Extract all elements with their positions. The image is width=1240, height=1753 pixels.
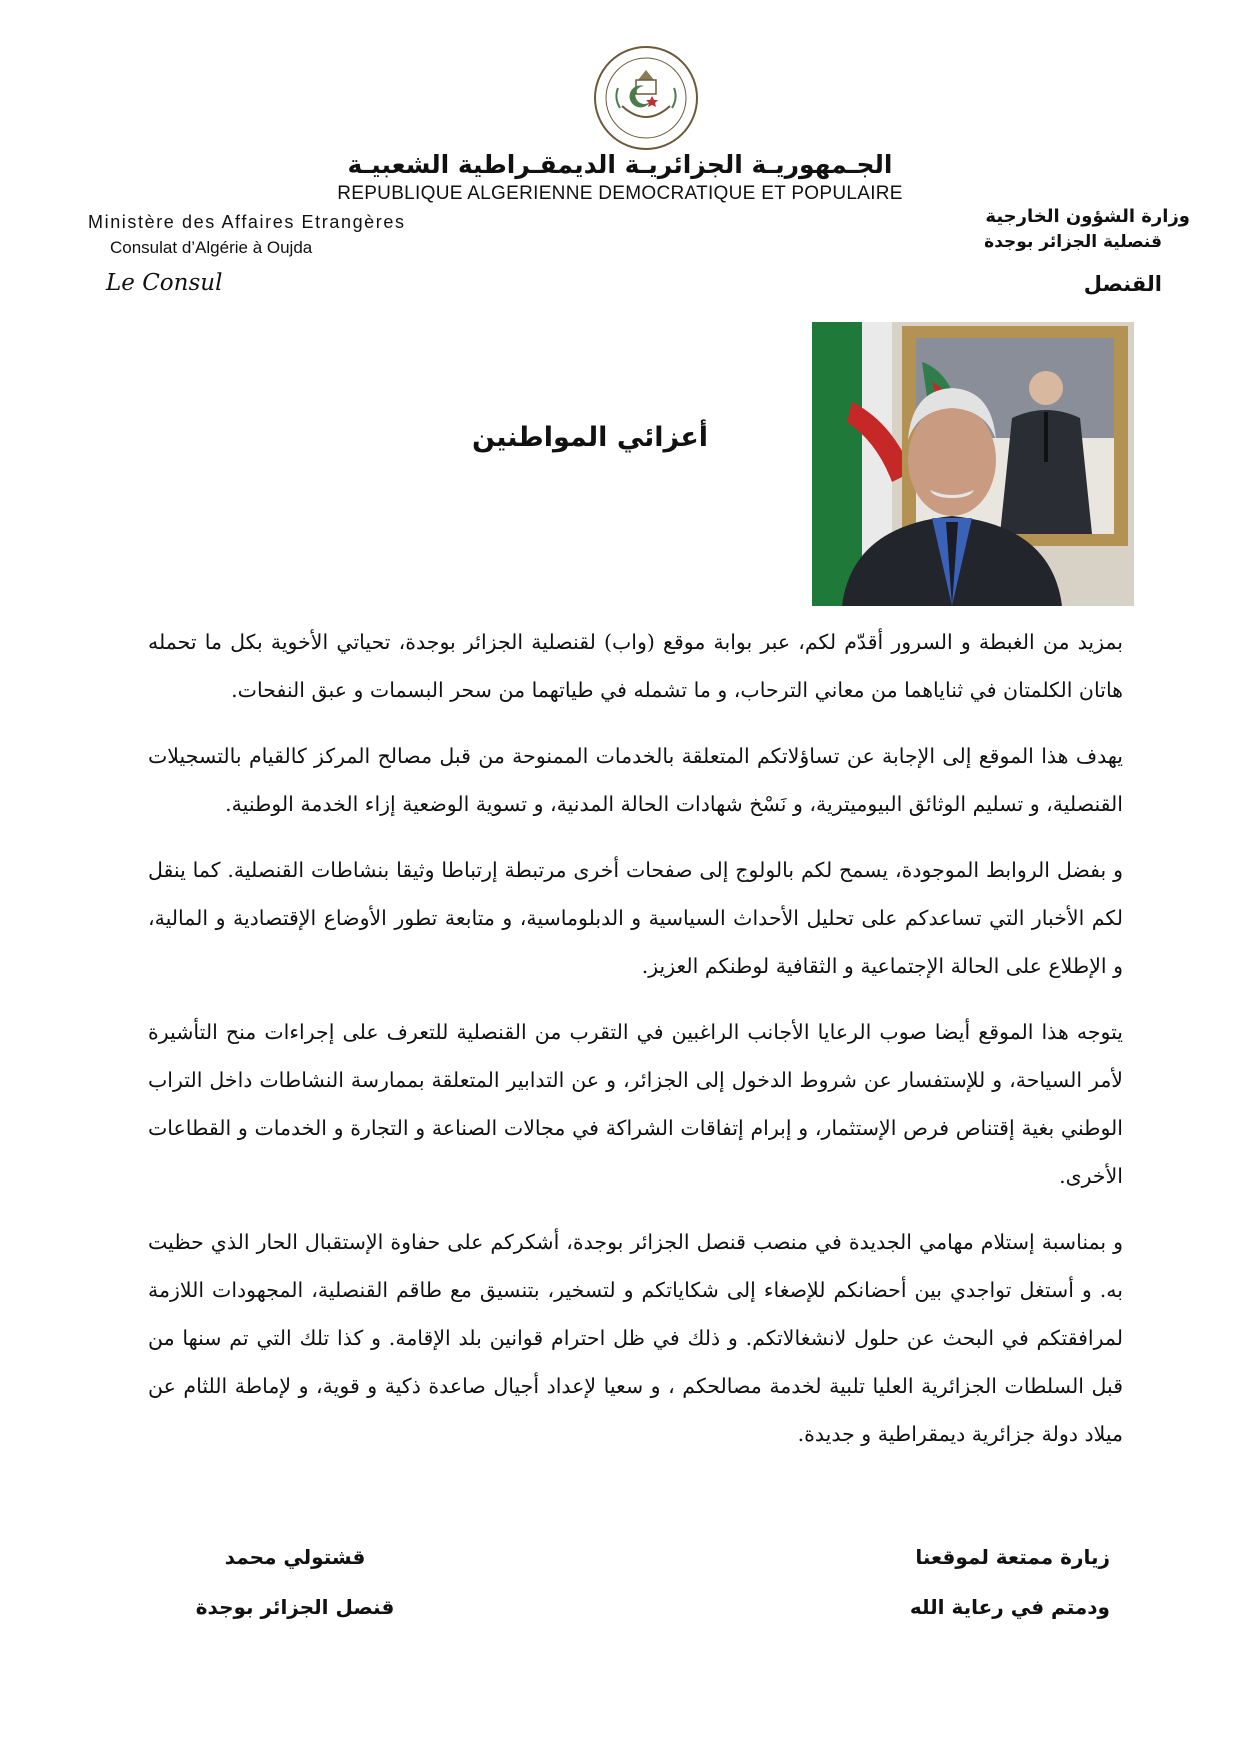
algeria-emblem-seal [592, 44, 700, 152]
consulate-french: Consulat d’Algérie à Oujda [110, 238, 313, 257]
letter-body [148, 618, 1123, 1476]
consul-title-french: Le Consul [106, 270, 223, 296]
closing-line: ودمتم في رعاية الله [909, 1595, 1110, 1619]
paragraph: يهدف هذا الموقع إلى الإجابة عن تساؤلاتكم المتعلقة بالخدمات الممنوحة من قبل مصالح المركز كالقيام بالتسجيلات القنصلية، و تسليم الوثائق البيوميترية، و نَسْخ شهادات الحالة المدنية، و تسوية الوضعية إزاء الخدمة الوطنية. [148, 744, 1123, 816]
paragraph: و بمناسبة إستلام مهامي الجديدة في منصب قنصل الجزائر بوجدة، أشكركم على حفاوة الإستقبال الحار الذي حظيت به. و أستغل تواجدي بين أحضانكم للإصغاء إلى شكاياتكم و لتسخير، بتنسيق مع طاقم القنصلية، المجهودات اللازمة لمرافقتكم في البحث عن حلول لانشغالاتكم. و ذلك في ظل احترام قوانين بلد الإقامة. و كذا تلك التي تم سنها من قبل السلطات الجزائرية العليا تلبية لخدمة مصالحكم ، و سعيا لإعداد أجيال صاعدة ذكية و قوية، و لإماطة اللثام عن ميلاد دولة جزائرية ديمقراطية و جديدة. [148, 1230, 1123, 1446]
ministry-arabic: وزارة الشؤون الخارجية [985, 206, 1190, 227]
ministry-french: Ministère des Affaires Etrangères [88, 212, 406, 232]
paragraph: بمزيد من الغبطة و السرور أقدّم لكم، عبر بوابة موقع (واب) لقنصلية الجزائر بوجدة، تحياتي الأخوية بكل ما تحمله هاتان الكلمتان في ثناياهما من معاني الترحاب، و ما تشمله في طياتهما من سحر البسمات و عبق النفحات. [148, 630, 1123, 702]
republic-name-arabic: الجـمهوريـة الجزائريـة الديمقـراطية الشعبيـة [347, 150, 893, 179]
consul-title-arabic: القنصل [1083, 272, 1162, 296]
signatory-name: قشتولي محمد [224, 1545, 366, 1569]
closing-line: زيارة ممتعة لموقعنا [915, 1545, 1110, 1569]
signature-block [175, 1532, 415, 1632]
consulate-arabic: قنصلية الجزائر بوجدة [984, 232, 1162, 252]
letter-heading: أعزائي المواطنين [471, 422, 709, 453]
republic-name-french: REPUBLIQUE ALGERIENNE DEMOCRATIQUE ET POPULAIRE [337, 183, 903, 204]
closing-block [870, 1532, 1110, 1632]
paragraph: يتوجه هذا الموقع أيضا صوب الرعايا الأجانب الراغبين في التقرب من القنصلية للتعرف على إجراءات منح التأشيرة لأمر السياحة، و للإستفسار عن شروط الدخول إلى الجزائر، و عن التدابير المتعلقة بممارسة النشاطات داخل التراب الوطني بغية إقتناص فرص الإستثمار، و إبرام إتفاقات الشراكة في مجالات الصناعة و التجارة و الخدمات و القطاعات الأخرى. [148, 1020, 1123, 1188]
signatory-title: قنصل الجزائر بوجدة [195, 1595, 395, 1619]
consul-portrait-photo [812, 322, 1134, 606]
paragraph: و بفضل الروابط الموجودة، يسمح لكم بالولوج إلى صفحات أخرى مرتبطة إرتباطا وثيقا بنشاطات القنصلية. كما ينقل لكم الأخبار التي تساعدكم على تحليل الأحداث السياسية و الدبلوماسية، و متابعة تطور الأوضاع الإقتصادية و المالية، و الإطلاع على الحالة الإجتماعية و الثقافية لوطنكم العزيز. [148, 858, 1123, 978]
